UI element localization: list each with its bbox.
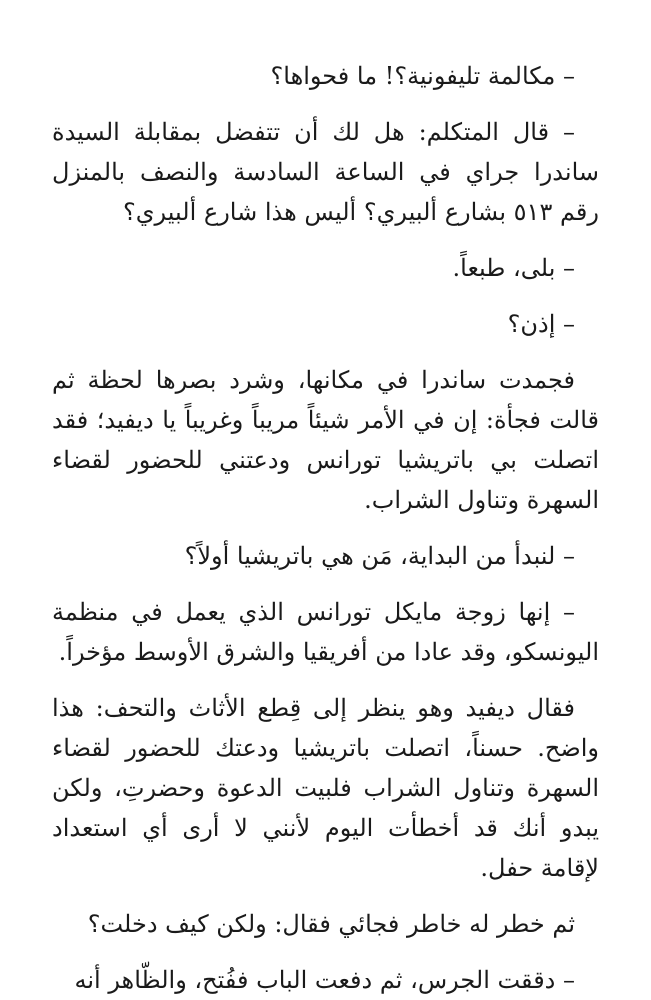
dialogue-line-bell: – دققت الجرس، ثم دفعت الباب ففُتح، والظّاهر أنه <box>74 966 575 994</box>
dialogue-line-yes: – بلى، طبعاً. <box>452 254 575 282</box>
dialogue-line-caller: – قال المتكلم: هل لك أن تتفضل بمقابلة السيدة ساندرا جراي في الساعة السادسة والنصف بالمنزل رقم ٥١٣ بشارع ألبيري؟ أليس هذا شارع ألبيري؟ <box>52 118 599 226</box>
dialogue-line-call: – مكالمة تليفونية؟! ما فحواها؟ <box>270 62 575 90</box>
dialogue-line-then: – إذن؟ <box>507 310 575 338</box>
narration-sandra: فجمدت ساندرا في مكانها، وشرد بصرها لحظة ثم قالت فجأة: إن في الأمر شيئاً مريباً وغريباً يا ديفيد؛ فقد اتصلت بي باتريشيا تورانس ودعتني للحضور لقضاء السهرة وتناول الشراب. <box>52 366 599 514</box>
dialogue-line-start: – لنبدأ من البداية، مَن هي باتريشيا أولاً؟ <box>184 542 575 570</box>
dialogue-line-patricia: – إنها زوجة مايكل تورانس الذي يعمل في منظمة اليونسكو، وقد عادا من أفريقيا والشرق الأوسط مؤخراً. <box>52 598 599 666</box>
narration-thought: ثم خطر له خاطر فجائي فقال: ولكن كيف دخلت؟ <box>87 910 575 938</box>
narration-david: فقال ديفيد وهو ينظر إلى قِطع الأثاث والتحف: هذا واضح. حسناً، اتصلت باتريشيا ودعتك للحضور لقضاء السهرة وتناول الشراب فلبيت الدعوة وحضرتِ، ولكن يبدو أنك قد أخطأت اليوم لأنني لا أرى أي استعداد لإقامة حفل. <box>52 694 599 882</box>
